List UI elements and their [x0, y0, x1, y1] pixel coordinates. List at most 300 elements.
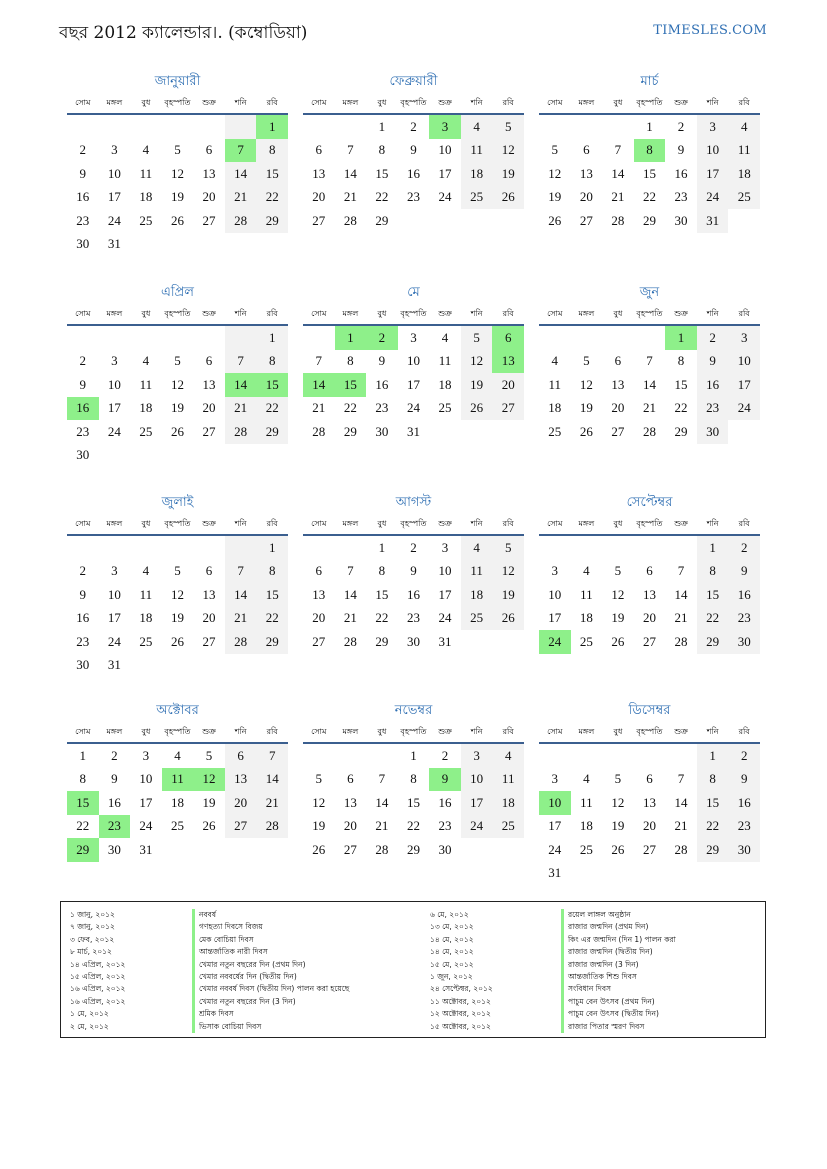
day-cell[interactable]: 17: [438, 586, 452, 602]
day-cell[interactable]: 21: [225, 186, 257, 210]
day-cell[interactable]: 18: [492, 791, 524, 815]
day-cell[interactable]: 4: [142, 142, 150, 158]
day-cell[interactable]: 19: [611, 818, 625, 834]
day-cell[interactable]: 22: [343, 400, 357, 416]
day-cell[interactable]: 26: [202, 818, 216, 834]
day-cell[interactable]: 14: [642, 376, 656, 392]
day-cell[interactable]: 24: [139, 818, 153, 834]
day-cell[interactable]: 18: [579, 818, 593, 834]
day-cell[interactable]: 25: [139, 633, 153, 649]
day-cell[interactable]: 31: [438, 633, 452, 649]
day-cell[interactable]: 15: [697, 791, 729, 815]
day-cell[interactable]: 20: [642, 818, 656, 834]
day-cell[interactable]: 29: [256, 209, 288, 233]
day-cell[interactable]: 12: [170, 586, 184, 602]
day-cell[interactable]: 1: [697, 535, 729, 560]
day-cell[interactable]: 15: [674, 376, 688, 392]
day-cell[interactable]: 20: [312, 610, 326, 626]
day-cell[interactable]: 9: [79, 376, 87, 392]
day-cell[interactable]: 5: [315, 771, 323, 787]
day-cell[interactable]: 12: [492, 560, 524, 584]
day-cell[interactable]: 28: [343, 633, 357, 649]
day-cell[interactable]: 15: [642, 165, 656, 181]
day-cell[interactable]: 6: [614, 353, 622, 369]
day-cell[interactable]: 10: [461, 768, 493, 792]
day-cell[interactable]: 23: [76, 423, 90, 439]
day-cell[interactable]: 6: [492, 325, 524, 350]
day-cell[interactable]: 27: [579, 212, 593, 228]
day-cell[interactable]: 1: [410, 747, 417, 763]
day-cell[interactable]: 8: [256, 139, 288, 163]
day-cell[interactable]: 16: [406, 586, 420, 602]
day-cell[interactable]: 24: [548, 841, 562, 857]
day-cell[interactable]: 26: [170, 423, 184, 439]
day-cell[interactable]: 7: [614, 142, 622, 158]
day-cell[interactable]: 28: [225, 209, 257, 233]
day-cell[interactable]: 10: [539, 791, 571, 815]
day-cell[interactable]: 6: [347, 771, 354, 787]
day-cell[interactable]: 18: [438, 376, 452, 392]
day-cell[interactable]: 28: [343, 212, 357, 228]
day-cell[interactable]: 25: [579, 633, 593, 649]
day-cell[interactable]: 11: [580, 586, 593, 602]
day-cell[interactable]: 11: [548, 376, 562, 392]
day-cell[interactable]: 3: [441, 539, 449, 555]
day-cell[interactable]: 16: [728, 791, 760, 815]
day-cell[interactable]: 18: [579, 610, 593, 626]
day-cell[interactable]: 29: [375, 633, 389, 649]
day-cell[interactable]: 4: [142, 563, 150, 579]
day-cell[interactable]: 14: [674, 794, 688, 810]
day-cell[interactable]: 13: [343, 794, 357, 810]
day-cell[interactable]: 10: [438, 142, 452, 158]
day-cell[interactable]: 3: [429, 114, 461, 139]
day-cell[interactable]: 28: [256, 815, 288, 839]
day-cell[interactable]: 21: [375, 818, 389, 834]
day-cell[interactable]: 17: [139, 794, 153, 810]
day-cell[interactable]: 15: [335, 373, 367, 397]
day-cell[interactable]: 28: [642, 423, 656, 439]
day-cell[interactable]: 20: [202, 400, 216, 416]
day-cell[interactable]: 15: [375, 165, 389, 181]
day-cell[interactable]: 21: [225, 397, 257, 421]
day-cell[interactable]: 1: [256, 114, 288, 139]
day-cell[interactable]: 18: [170, 794, 184, 810]
day-cell[interactable]: 21: [343, 610, 357, 626]
day-cell[interactable]: 5: [205, 747, 213, 763]
day-cell[interactable]: 12: [611, 794, 625, 810]
day-cell[interactable]: 4: [551, 353, 559, 369]
day-cell[interactable]: 10: [107, 586, 121, 602]
day-cell[interactable]: 10: [107, 165, 121, 181]
day-cell[interactable]: 13: [202, 376, 216, 392]
day-cell[interactable]: 6: [225, 743, 257, 768]
day-cell[interactable]: 13: [492, 350, 524, 374]
day-cell[interactable]: 14: [256, 768, 288, 792]
day-cell[interactable]: 27: [642, 633, 656, 649]
day-cell[interactable]: 24: [728, 397, 760, 421]
day-cell[interactable]: 25: [139, 212, 153, 228]
day-cell[interactable]: 7: [347, 563, 354, 579]
day-cell[interactable]: 18: [548, 400, 562, 416]
day-cell[interactable]: 23: [406, 189, 420, 205]
day-cell[interactable]: 26: [492, 186, 524, 210]
day-cell[interactable]: 26: [170, 212, 184, 228]
day-cell[interactable]: 1: [335, 325, 367, 350]
day-cell[interactable]: 2: [410, 539, 417, 555]
day-cell[interactable]: 25: [438, 400, 452, 416]
day-cell[interactable]: 18: [139, 400, 153, 416]
day-cell[interactable]: 25: [139, 423, 153, 439]
day-cell[interactable]: 11: [461, 139, 493, 163]
day-cell[interactable]: 22: [375, 189, 389, 205]
day-cell[interactable]: 17: [728, 373, 760, 397]
day-cell[interactable]: 29: [375, 212, 389, 228]
day-cell[interactable]: 14: [611, 165, 625, 181]
day-cell[interactable]: 16: [674, 165, 688, 181]
day-cell[interactable]: 13: [642, 794, 656, 810]
day-cell[interactable]: 19: [611, 610, 625, 626]
day-cell[interactable]: 18: [139, 610, 153, 626]
day-cell[interactable]: 24: [461, 815, 493, 839]
day-cell[interactable]: 8: [677, 353, 685, 369]
day-cell[interactable]: 26: [170, 633, 184, 649]
day-cell[interactable]: 6: [646, 771, 653, 787]
day-cell[interactable]: 2: [366, 325, 398, 350]
day-cell[interactable]: 19: [202, 794, 216, 810]
day-cell[interactable]: 23: [406, 610, 420, 626]
day-cell[interactable]: 16: [76, 189, 90, 205]
day-cell[interactable]: 4: [441, 329, 449, 345]
day-cell[interactable]: 27: [611, 423, 625, 439]
day-cell[interactable]: 24: [107, 633, 121, 649]
day-cell[interactable]: 10: [406, 353, 420, 369]
day-cell[interactable]: 14: [225, 583, 257, 607]
day-cell[interactable]: 29: [642, 212, 656, 228]
day-cell[interactable]: 20: [642, 610, 656, 626]
day-cell[interactable]: 22: [674, 400, 688, 416]
day-cell[interactable]: 12: [492, 139, 524, 163]
day-cell[interactable]: 8: [347, 353, 354, 369]
day-cell[interactable]: 7: [256, 743, 288, 768]
site-logo-text[interactable]: TIMESLES.COM: [653, 23, 767, 38]
day-cell[interactable]: 12: [170, 376, 184, 392]
day-cell[interactable]: 4: [174, 747, 181, 763]
day-cell[interactable]: 25: [548, 423, 562, 439]
day-cell[interactable]: 1: [256, 535, 288, 560]
day-cell[interactable]: 30: [674, 212, 688, 228]
day-cell[interactable]: 1: [256, 325, 288, 350]
day-cell[interactable]: 2: [697, 325, 729, 350]
day-cell[interactable]: 27: [343, 841, 357, 857]
day-cell[interactable]: 10: [548, 586, 562, 602]
day-cell[interactable]: 15: [697, 583, 729, 607]
day-cell[interactable]: 22: [76, 818, 90, 834]
day-cell[interactable]: 29: [256, 420, 288, 444]
day-cell[interactable]: 30: [406, 633, 420, 649]
day-cell[interactable]: 5: [551, 142, 559, 158]
day-cell[interactable]: 4: [461, 535, 493, 560]
day-cell[interactable]: 22: [642, 189, 656, 205]
day-cell[interactable]: 17: [438, 165, 452, 181]
day-cell[interactable]: 1: [378, 118, 386, 134]
day-cell[interactable]: 22: [256, 397, 288, 421]
day-cell[interactable]: 13: [611, 376, 625, 392]
day-cell[interactable]: 4: [461, 114, 493, 139]
day-cell[interactable]: 3: [410, 329, 417, 345]
day-cell[interactable]: 22: [697, 815, 729, 839]
day-cell[interactable]: 2: [728, 535, 760, 560]
day-cell[interactable]: 17: [107, 189, 121, 205]
day-cell[interactable]: 7: [315, 353, 323, 369]
day-cell[interactable]: 23: [76, 633, 90, 649]
day-cell[interactable]: 19: [170, 400, 184, 416]
day-cell[interactable]: 8: [378, 563, 386, 579]
day-cell[interactable]: 7: [646, 353, 653, 369]
day-cell[interactable]: 7: [347, 142, 354, 158]
day-cell[interactable]: 6: [205, 563, 213, 579]
day-cell[interactable]: 2: [79, 563, 87, 579]
day-cell[interactable]: 11: [461, 560, 493, 584]
day-cell[interactable]: 26: [492, 607, 524, 631]
day-cell[interactable]: 19: [492, 162, 524, 186]
day-cell[interactable]: 21: [642, 400, 656, 416]
day-cell[interactable]: 1: [697, 743, 729, 768]
day-cell[interactable]: 13: [312, 165, 326, 181]
day-cell[interactable]: 2: [677, 118, 685, 134]
day-cell[interactable]: 31: [107, 236, 121, 252]
day-cell[interactable]: 2: [79, 353, 87, 369]
day-cell[interactable]: 27: [642, 841, 656, 857]
day-cell[interactable]: 5: [583, 353, 590, 369]
day-cell[interactable]: 31: [139, 841, 153, 857]
day-cell[interactable]: 12: [548, 165, 562, 181]
day-cell[interactable]: 7: [225, 560, 257, 584]
day-cell[interactable]: 23: [375, 400, 389, 416]
day-cell[interactable]: 8: [410, 771, 417, 787]
day-cell[interactable]: 5: [174, 563, 181, 579]
day-cell[interactable]: 29: [67, 838, 99, 862]
day-cell[interactable]: 11: [728, 139, 760, 163]
day-cell[interactable]: 17: [697, 162, 729, 186]
day-cell[interactable]: 31: [406, 423, 420, 439]
day-cell[interactable]: 20: [202, 189, 216, 205]
day-cell[interactable]: 16: [438, 794, 452, 810]
day-cell[interactable]: 10: [728, 350, 760, 374]
day-cell[interactable]: 25: [728, 186, 760, 210]
day-cell[interactable]: 29: [697, 838, 729, 862]
day-cell[interactable]: 3: [697, 114, 729, 139]
day-cell[interactable]: 20: [579, 189, 593, 205]
day-cell[interactable]: 8: [79, 771, 87, 787]
day-cell[interactable]: 1: [646, 118, 653, 134]
day-cell[interactable]: 11: [438, 353, 452, 369]
day-cell[interactable]: 25: [461, 186, 493, 210]
day-cell[interactable]: 17: [107, 400, 121, 416]
day-cell[interactable]: 3: [551, 563, 559, 579]
day-cell[interactable]: 15: [406, 794, 420, 810]
day-cell[interactable]: 9: [697, 350, 729, 374]
day-cell[interactable]: 27: [202, 423, 216, 439]
day-cell[interactable]: 29: [256, 630, 288, 654]
day-cell[interactable]: 6: [315, 142, 323, 158]
day-cell[interactable]: 25: [170, 818, 184, 834]
day-cell[interactable]: 17: [461, 791, 493, 815]
day-cell[interactable]: 30: [697, 420, 729, 444]
day-cell[interactable]: 16: [107, 794, 121, 810]
day-cell[interactable]: 13: [202, 165, 216, 181]
day-cell[interactable]: 26: [611, 633, 625, 649]
day-cell[interactable]: 24: [697, 186, 729, 210]
day-cell[interactable]: 17: [107, 610, 121, 626]
day-cell[interactable]: 18: [461, 583, 493, 607]
day-cell[interactable]: 17: [406, 376, 420, 392]
day-cell[interactable]: 26: [611, 841, 625, 857]
day-cell[interactable]: 18: [461, 162, 493, 186]
day-cell[interactable]: 30: [375, 423, 389, 439]
day-cell[interactable]: 12: [312, 794, 326, 810]
day-cell[interactable]: 22: [375, 610, 389, 626]
day-cell[interactable]: 14: [375, 794, 389, 810]
day-cell[interactable]: 20: [312, 189, 326, 205]
day-cell[interactable]: 23: [99, 815, 131, 839]
day-cell[interactable]: 30: [107, 841, 121, 857]
day-cell[interactable]: 21: [674, 610, 688, 626]
day-cell[interactable]: 3: [111, 142, 118, 158]
day-cell[interactable]: 17: [548, 818, 562, 834]
day-cell[interactable]: 21: [312, 400, 326, 416]
day-cell[interactable]: 7: [225, 139, 257, 163]
day-cell[interactable]: 22: [697, 607, 729, 631]
day-cell[interactable]: 21: [343, 189, 357, 205]
day-cell[interactable]: 1: [79, 747, 87, 763]
day-cell[interactable]: 14: [343, 586, 357, 602]
day-cell[interactable]: 20: [202, 610, 216, 626]
day-cell[interactable]: 9: [410, 142, 417, 158]
day-cell[interactable]: 24: [438, 610, 452, 626]
day-cell[interactable]: 6: [583, 142, 590, 158]
day-cell[interactable]: 26: [548, 212, 562, 228]
day-cell[interactable]: 30: [76, 657, 90, 673]
day-cell[interactable]: 30: [728, 630, 760, 654]
day-cell[interactable]: 14: [343, 165, 357, 181]
day-cell[interactable]: 16: [375, 376, 389, 392]
day-cell[interactable]: 9: [410, 563, 417, 579]
day-cell[interactable]: 11: [139, 376, 153, 392]
day-cell[interactable]: 15: [67, 791, 99, 815]
day-cell[interactable]: 30: [76, 236, 90, 252]
day-cell[interactable]: 15: [256, 583, 288, 607]
day-cell[interactable]: 19: [548, 189, 562, 205]
day-cell[interactable]: 9: [378, 353, 386, 369]
day-cell[interactable]: 1: [378, 539, 386, 555]
day-cell[interactable]: 3: [111, 353, 118, 369]
day-cell[interactable]: 26: [312, 841, 326, 857]
day-cell[interactable]: 20: [492, 373, 524, 397]
day-cell[interactable]: 18: [728, 162, 760, 186]
day-cell[interactable]: 8: [378, 142, 386, 158]
day-cell[interactable]: 4: [583, 563, 590, 579]
day-cell[interactable]: 12: [611, 586, 625, 602]
day-cell[interactable]: 20: [343, 818, 357, 834]
day-cell[interactable]: 3: [142, 747, 150, 763]
day-cell[interactable]: 16: [67, 397, 99, 421]
day-cell[interactable]: 28: [312, 423, 326, 439]
day-cell[interactable]: 25: [461, 607, 493, 631]
day-cell[interactable]: 28: [375, 841, 389, 857]
day-cell[interactable]: 27: [312, 212, 326, 228]
day-cell[interactable]: 9: [429, 768, 461, 792]
day-cell[interactable]: 27: [202, 633, 216, 649]
day-cell[interactable]: 13: [312, 586, 326, 602]
day-cell[interactable]: 9: [677, 142, 685, 158]
day-cell[interactable]: 2: [79, 142, 87, 158]
day-cell[interactable]: 14: [225, 373, 257, 397]
day-cell[interactable]: 30: [728, 838, 760, 862]
day-cell[interactable]: 1: [665, 325, 697, 350]
day-cell[interactable]: 4: [583, 771, 590, 787]
day-cell[interactable]: 8: [256, 560, 288, 584]
day-cell[interactable]: 14: [674, 586, 688, 602]
day-cell[interactable]: 19: [312, 818, 326, 834]
day-cell[interactable]: 3: [461, 743, 493, 768]
day-cell[interactable]: 11: [162, 768, 194, 792]
day-cell[interactable]: 13: [579, 165, 593, 181]
day-cell[interactable]: 13: [202, 586, 216, 602]
day-cell[interactable]: 22: [406, 818, 420, 834]
day-cell[interactable]: 11: [580, 794, 593, 810]
day-cell[interactable]: 8: [256, 350, 288, 374]
day-cell[interactable]: 19: [170, 610, 184, 626]
day-cell[interactable]: 5: [614, 563, 622, 579]
day-cell[interactable]: 3: [728, 325, 760, 350]
day-cell[interactable]: 6: [315, 563, 323, 579]
day-cell[interactable]: 15: [256, 373, 288, 397]
day-cell[interactable]: 28: [674, 633, 688, 649]
day-cell[interactable]: 5: [461, 325, 493, 350]
day-cell[interactable]: 23: [728, 607, 760, 631]
day-cell[interactable]: 10: [139, 771, 153, 787]
day-cell[interactable]: 23: [438, 818, 452, 834]
day-cell[interactable]: 12: [193, 768, 225, 792]
day-cell[interactable]: 9: [728, 560, 760, 584]
day-cell[interactable]: 26: [579, 423, 593, 439]
day-cell[interactable]: 28: [674, 841, 688, 857]
day-cell[interactable]: 12: [579, 376, 593, 392]
day-cell[interactable]: 16: [76, 610, 90, 626]
day-cell[interactable]: 4: [142, 353, 150, 369]
day-cell[interactable]: 19: [461, 373, 493, 397]
day-cell[interactable]: 5: [614, 771, 622, 787]
day-cell[interactable]: 2: [441, 747, 449, 763]
day-cell[interactable]: 29: [406, 841, 420, 857]
day-cell[interactable]: 13: [225, 768, 257, 792]
day-cell[interactable]: 18: [139, 189, 153, 205]
day-cell[interactable]: 19: [170, 189, 184, 205]
day-cell[interactable]: 31: [107, 657, 121, 673]
day-cell[interactable]: 24: [107, 423, 121, 439]
day-cell[interactable]: 29: [674, 423, 688, 439]
day-cell[interactable]: 9: [79, 586, 87, 602]
day-cell[interactable]: 10: [697, 139, 729, 163]
day-cell[interactable]: 7: [225, 350, 257, 374]
day-cell[interactable]: 8: [697, 768, 729, 792]
day-cell[interactable]: 22: [256, 186, 288, 210]
day-cell[interactable]: 7: [378, 771, 386, 787]
day-cell[interactable]: 27: [312, 633, 326, 649]
day-cell[interactable]: 29: [343, 423, 357, 439]
day-cell[interactable]: 21: [256, 791, 288, 815]
